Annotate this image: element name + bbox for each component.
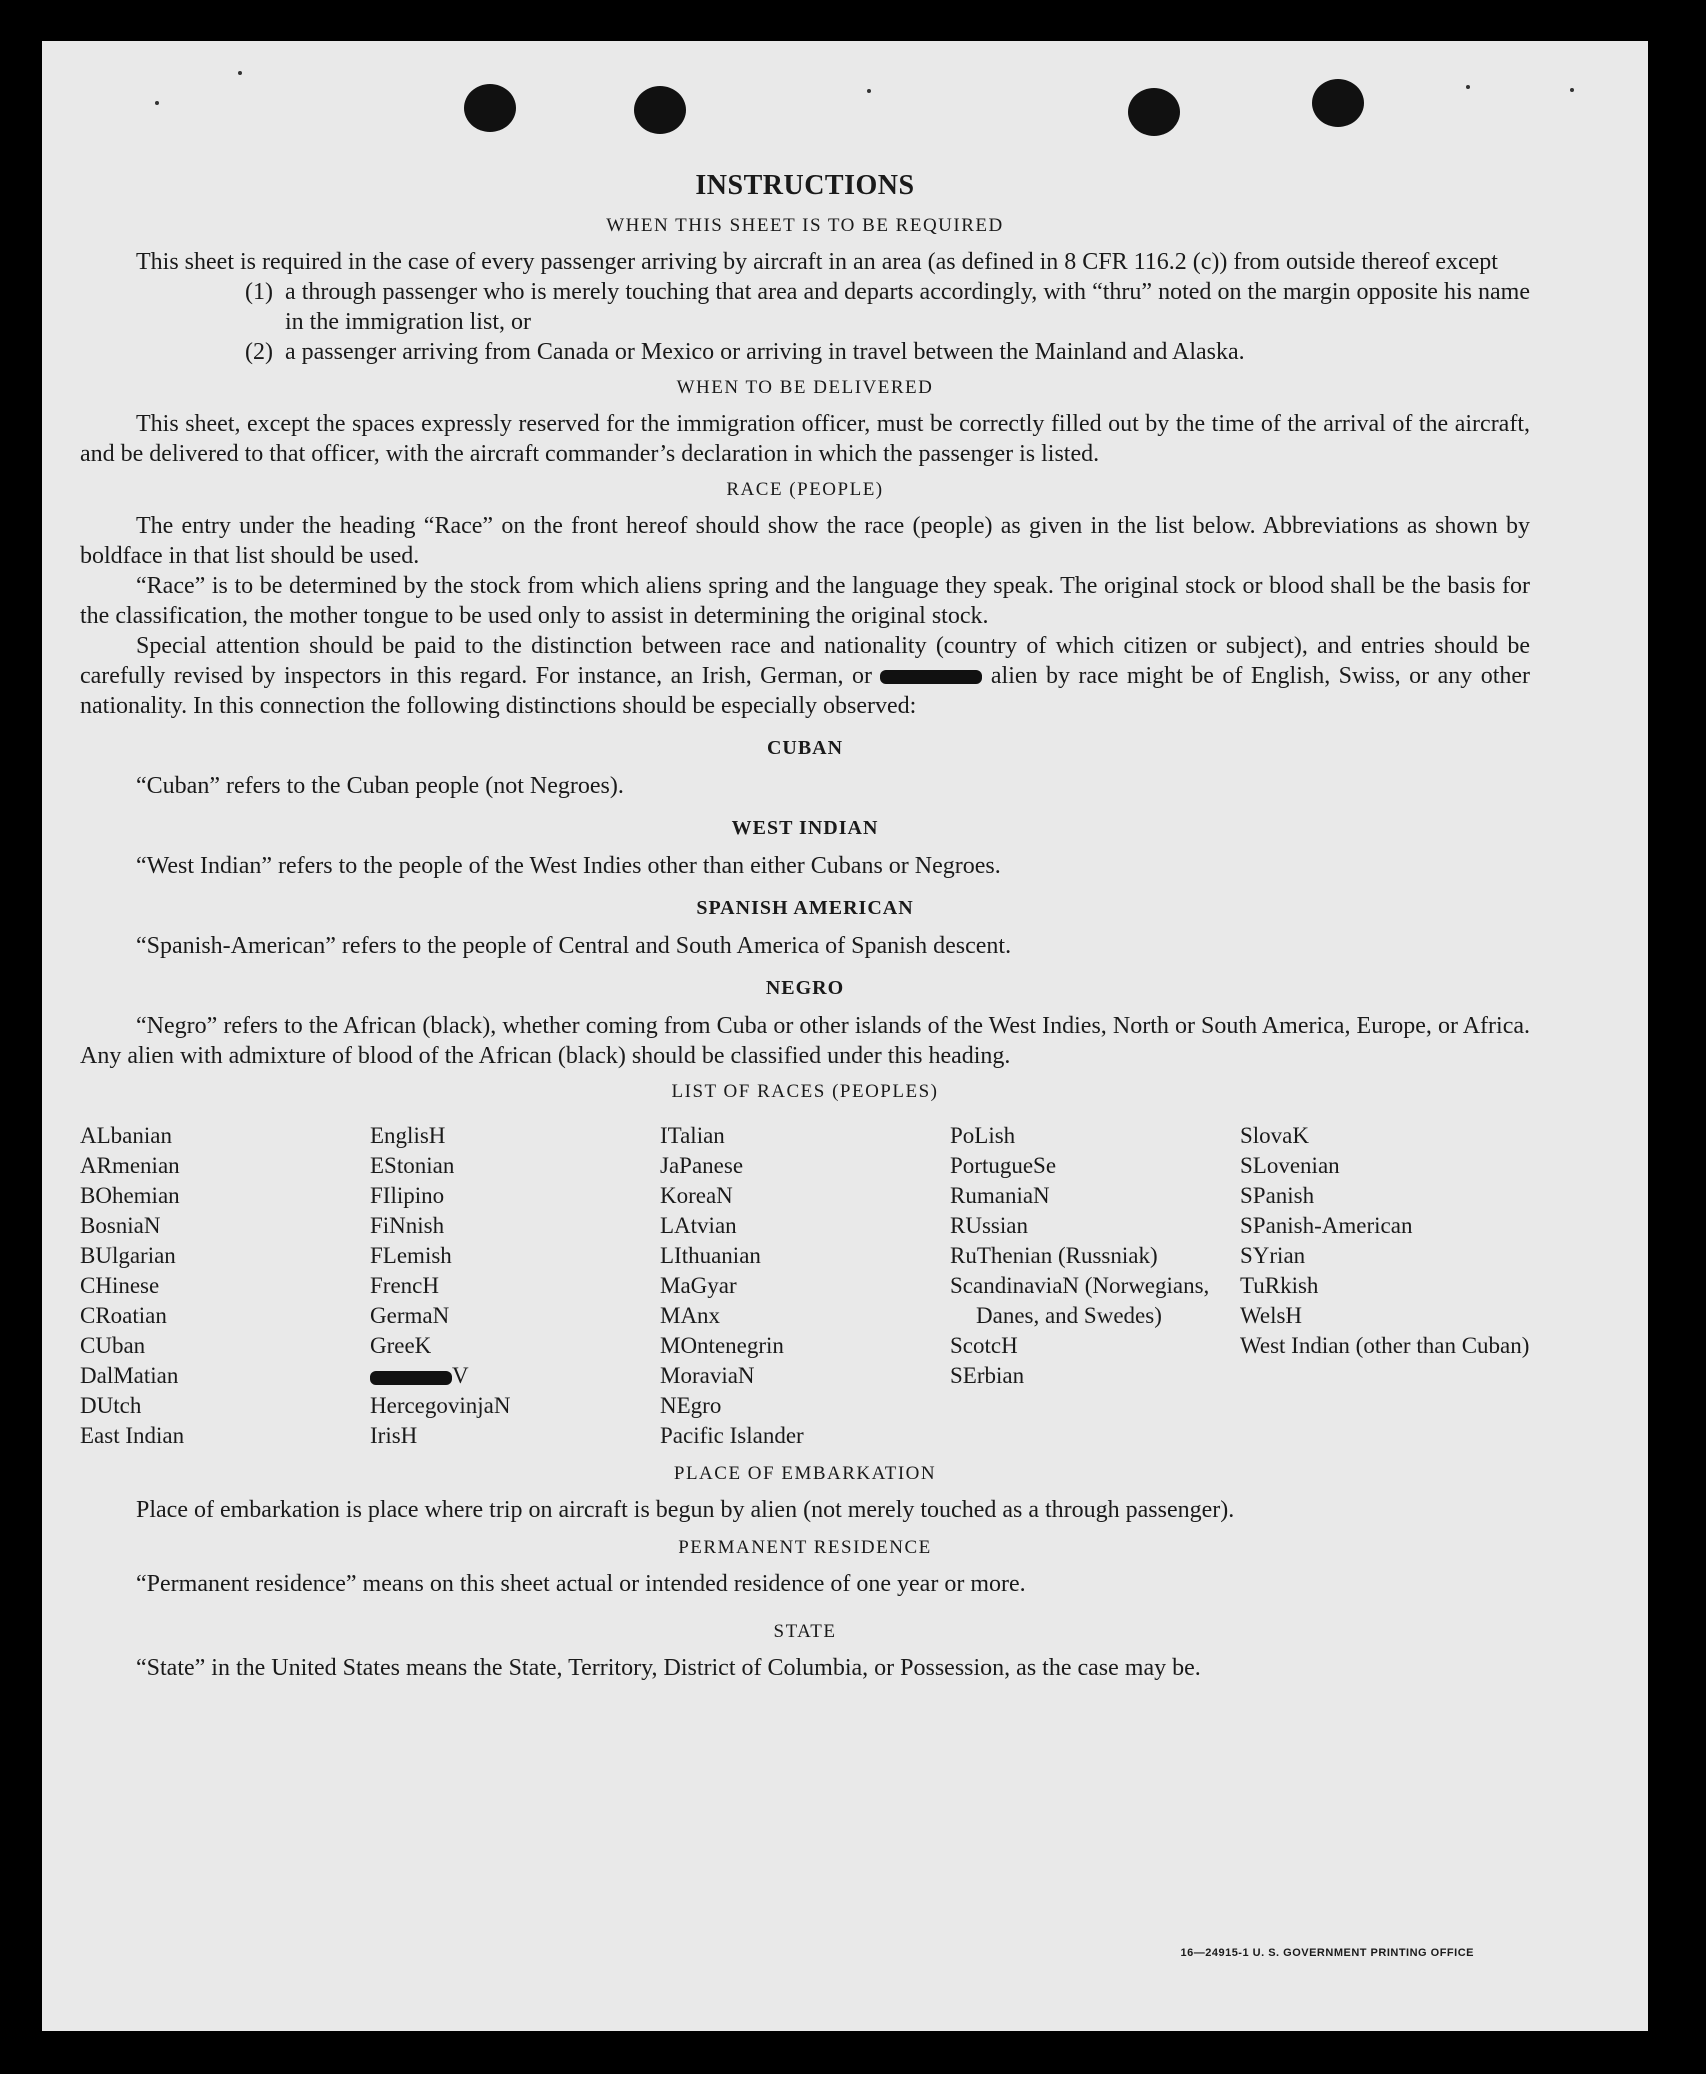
race-item: LIthuanian [660,1243,761,1268]
page-title: INSTRUCTIONS [695,170,915,201]
race-item: FIlipino [370,1183,445,1208]
speck [1570,88,1574,92]
race-item: CHinese [80,1273,160,1298]
speck [238,71,242,75]
redacted-suffix: V [452,1363,469,1388]
punch-hole [634,86,686,134]
race-item: KoreaN [660,1183,733,1208]
item-number: (2) [245,339,273,365]
state-text: “State” in the United States means the State, Territory, District of Columbia, or Possession, as the case may be. [136,1655,1201,1681]
race-item: BosniaN [80,1213,161,1238]
race-item: SPanish-American [1240,1213,1413,1238]
race-item: RUssian [950,1213,1028,1238]
exception-item [80,277,1530,337]
races-column-2 [370,1121,660,1451]
residence-text: “Permanent residence” means on this sheet actual or intended residence of one year or more. [136,1571,1026,1597]
race-item: EStonian [370,1153,455,1178]
race-item: SYrian [1240,1243,1306,1268]
race-item: BUlgarian [80,1243,176,1268]
item-number: (1) [245,279,273,305]
spanish-american-text: “Spanish-American” refers to the people of Central and South America of Spanish descent. [136,933,1012,959]
required-text: This sheet is required in the case of every passenger arriving by aircraft in an area (as defined in 8 CFR 116.2 (c)) from outside thereof except [136,249,1498,275]
race-item: EnglisH [370,1123,446,1148]
heading-negro: NEGRO [765,977,845,999]
race-item: GreeK [370,1333,432,1358]
race-item: TuRkish [1240,1273,1319,1298]
heading-spanish-american: SPANISH AMERICAN [696,897,914,919]
race-item: ALbanian [80,1123,172,1148]
race-item: HercegovinjaN [370,1393,511,1418]
race-item: East Indian [80,1423,185,1448]
race-item: MoraviaN [660,1363,755,1388]
redaction-mark [880,670,982,684]
speck [155,101,159,105]
race-item: ARmenian [80,1153,180,1178]
instructions-content [80,171,1530,1683]
race-item: MaGyar [660,1273,737,1298]
race-item: Pacific Islander [660,1423,804,1448]
race-item: CUban [80,1333,146,1358]
punch-hole [1128,88,1180,136]
race-item: MAnx [660,1303,721,1328]
race-paragraph-3-start: Special attention should be paid to the distinction between race and nationality (country of which citizen or subject), and entries should be carefully revised by inspectors in this regard. For instance, an Irish, German, or [80,633,1530,689]
race-item: ITalian [660,1123,725,1148]
race-item: LAtvian [660,1213,737,1238]
redaction-mark [370,1371,452,1385]
heading-permanent-residence: PERMANENT RESIDENCE [678,1537,932,1558]
exception-item [80,337,1530,367]
race-item: West Indian (other than Cuban) [1240,1333,1530,1358]
item-text: a through passenger who is merely touching that area and departs accordingly, with “thru” noted on the margin opposite his name in the immigration list, or [285,279,1530,335]
races-column-1 [80,1121,370,1451]
race-item: BOhemian [80,1183,180,1208]
embarkation-text: Place of embarkation is place where trip on aircraft is begun by alien (not merely touched as a through passenger). [136,1497,1235,1523]
race-item: CRoatian [80,1303,167,1328]
race-item: ScandinaviaN (Norwegians, Danes, and Swedes) [950,1273,1210,1328]
item-text: a passenger arriving from Canada or Mexico or arriving in travel between the Mainland and Alaska. [285,339,1245,365]
race-item: SlovaK [1240,1123,1309,1148]
race-item: FLemish [370,1243,452,1268]
race-item: JaPanese [660,1153,744,1178]
west-indian-text: “West Indian” refers to the people of the West Indies other than either Cubans or Negroes. [136,853,1001,879]
race-item: MOntenegrin [660,1333,784,1358]
race-item: SLovenian [1240,1153,1340,1178]
heading-when-required: WHEN THIS SHEET IS TO BE REQUIRED [606,215,1004,236]
race-item: SPanish [1240,1183,1315,1208]
race-item: DUtch [80,1393,142,1418]
negro-text: “Negro” refers to the African (black), whether coming from Cuba or other islands of the West Indies, North or South America, Europe, or Africa. Any alien with admixture of blood of the African (black) should be classified under this heading. [80,1013,1530,1069]
race-item: DalMatian [80,1363,179,1388]
race-item: RuThenian (Russniak) [950,1243,1158,1268]
races-column-4 [950,1121,1240,1451]
heading-cuban: CUBAN [766,737,844,759]
races-list [80,1121,1530,1451]
race-item: GermaN [370,1303,450,1328]
race-item: RumaniaN [950,1183,1050,1208]
heading-list-of-races: LIST OF RACES (PEOPLES) [671,1081,939,1102]
race-item: PortugueSe [950,1153,1057,1178]
race-item: FrencH [370,1273,439,1298]
punch-hole [1312,79,1364,127]
race-paragraph-2: “Race” is to be determined by the stock from which aliens spring and the language they speak. The original stock or blood shall be the basis for the classification, the mother tongue to be used only to assist in determining the original stock. [80,573,1530,629]
heading-race: RACE (PEOPLE) [726,479,884,500]
race-paragraph-3 [80,631,1530,721]
race-item: IrisH [370,1423,418,1448]
speck [867,89,871,93]
speck [1466,85,1470,89]
heading-embarkation: PLACE OF EMBARKATION [673,1463,937,1484]
race-item: ScotcH [950,1333,1018,1358]
race-item: NEgro [660,1393,722,1418]
delivered-text: This sheet, except the spaces expressly reserved for the immigration officer, must be correctly filled out by the time of the arrival of the aircraft, and be delivered to that officer, with the aircraft commander’s declaration in which the passenger is listed. [80,411,1530,467]
race-item: FiNnish [370,1213,445,1238]
heading-state: STATE [773,1621,837,1642]
heading-west-indian: WEST INDIAN [731,817,879,839]
race-item-redacted [370,1361,660,1391]
punch-hole [464,84,516,132]
race-item: SErbian [950,1363,1025,1388]
race-item: WelsH [1240,1303,1303,1328]
races-column-3 [660,1121,950,1451]
heading-when-delivered: WHEN TO BE DELIVERED [676,377,934,398]
cuban-text: “Cuban” refers to the Cuban people (not Negroes). [136,773,624,799]
document-page [42,41,1648,2031]
race-item: PoLish [950,1123,1016,1148]
races-column-5 [1240,1121,1530,1451]
race-paragraph-3-end: alien by race might be of English, Swiss, or any other nationality. In this connection the following distinctions should be especially observed: [80,663,1531,719]
race-paragraph-1: The entry under the heading “Race” on the front hereof should show the race (people) as given in the list below. Abbreviations as shown by boldface in that list should be used. [80,513,1530,569]
printing-office-footer: 16—24915-1 U. S. GOVERNMENT PRINTING OFFICE [1180,1947,1474,1959]
